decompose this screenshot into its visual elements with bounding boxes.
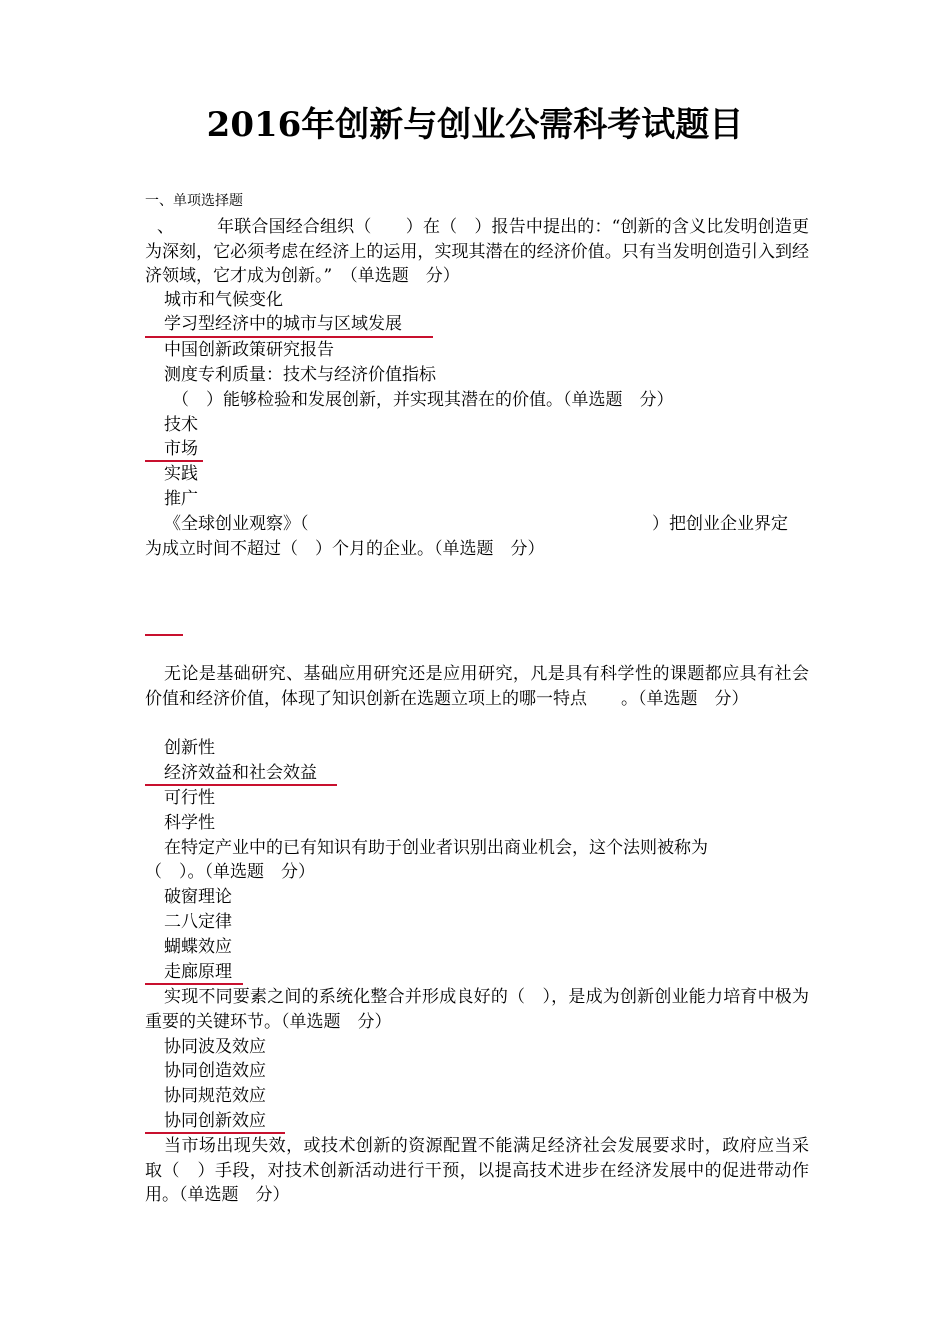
question-6-option-c: 协同规范效应	[164, 1086, 266, 1106]
question-2-text: （ ）能够检验和发展创新，并实现其潜在的价值。（单选题 分）	[172, 390, 674, 410]
question-2-option-b: 市场	[164, 439, 198, 459]
question-6-text: 实现不同要素之间的系统化整合并形成良好的（ ），是成为创新创业能力培育中极为重要的关键环节。（单选题 分）	[145, 987, 809, 1032]
answer-underline	[145, 634, 183, 636]
question-2-option-c: 实践	[164, 464, 198, 484]
page-title: 2016年创新与创业公需科考试题目	[206, 105, 744, 145]
question-4-option-a: 创新性	[164, 738, 215, 758]
question-1-option-d: 测度专利质量：技术与经济价值指标	[164, 365, 436, 385]
question-3-text-end: ）把创业企业界定	[652, 514, 788, 534]
question-3-text-start: 《全球创业观察》（	[164, 514, 309, 534]
question-4-option-d: 科学性	[164, 813, 215, 833]
question-5-option-c: 蝴蝶效应	[164, 937, 232, 957]
question-6-option-b: 协同创造效应	[164, 1061, 266, 1081]
question-7-text: 当市场出现失效，或技术创新的资源配置不能满足经济社会发展要求时，政府应当采取（ ）手段，对技术创新活动进行干预，以提高技术进步在经济发展中的促进带动作用。（单选题 分）	[145, 1136, 809, 1205]
question-4-option-b: 经济效益和社会效益	[164, 763, 317, 783]
question-1-text: 、 年联合国经合组织（ ）在（ ）报告中提出的：“创新的含义比发明创造更为深刻，它必须考虑在经济上的运用，实现其潜在的经济价值。只有当发明创造引入到经济领域，它才成为创新。” （单选题 分）	[145, 217, 809, 286]
section-heading: 一、单项选择题	[145, 193, 243, 209]
question-5-option-b: 二八定律	[164, 912, 232, 932]
question-1-option-a: 城市和气候变化	[164, 290, 283, 310]
question-4-text: 无论是基础研究、基础应用研究还是应用研究，凡是具有科学性的课题都应具有社会价值和经济价值，体现了知识创新在选题立项上的哪一特点 。（单选题 分）	[145, 664, 809, 709]
question-5-option-d: 走廊原理	[164, 962, 232, 982]
question-2-option-d: 推广	[164, 489, 198, 509]
question-3-text-line2: 为成立时间不超过（ ）个月的企业。（单选题 分）	[145, 539, 545, 559]
question-6-option-d: 协同创新效应	[164, 1111, 266, 1131]
question-5-option-a: 破窗理论	[164, 887, 232, 907]
question-5-text-line1: 在特定产业中的已有知识有助于创业者识别出商业机会，这个法则被称为	[164, 838, 708, 858]
question-5-text-line2: （ ）。（单选题 分）	[145, 862, 315, 882]
question-2-option-a: 技术	[164, 415, 198, 435]
question-6-option-a: 协同波及效应	[164, 1037, 266, 1057]
question-1-option-c: 中国创新政策研究报告	[164, 340, 334, 360]
question-4-option-c: 可行性	[164, 788, 215, 808]
question-1-option-b: 学习型经济中的城市与区域发展	[164, 314, 402, 334]
